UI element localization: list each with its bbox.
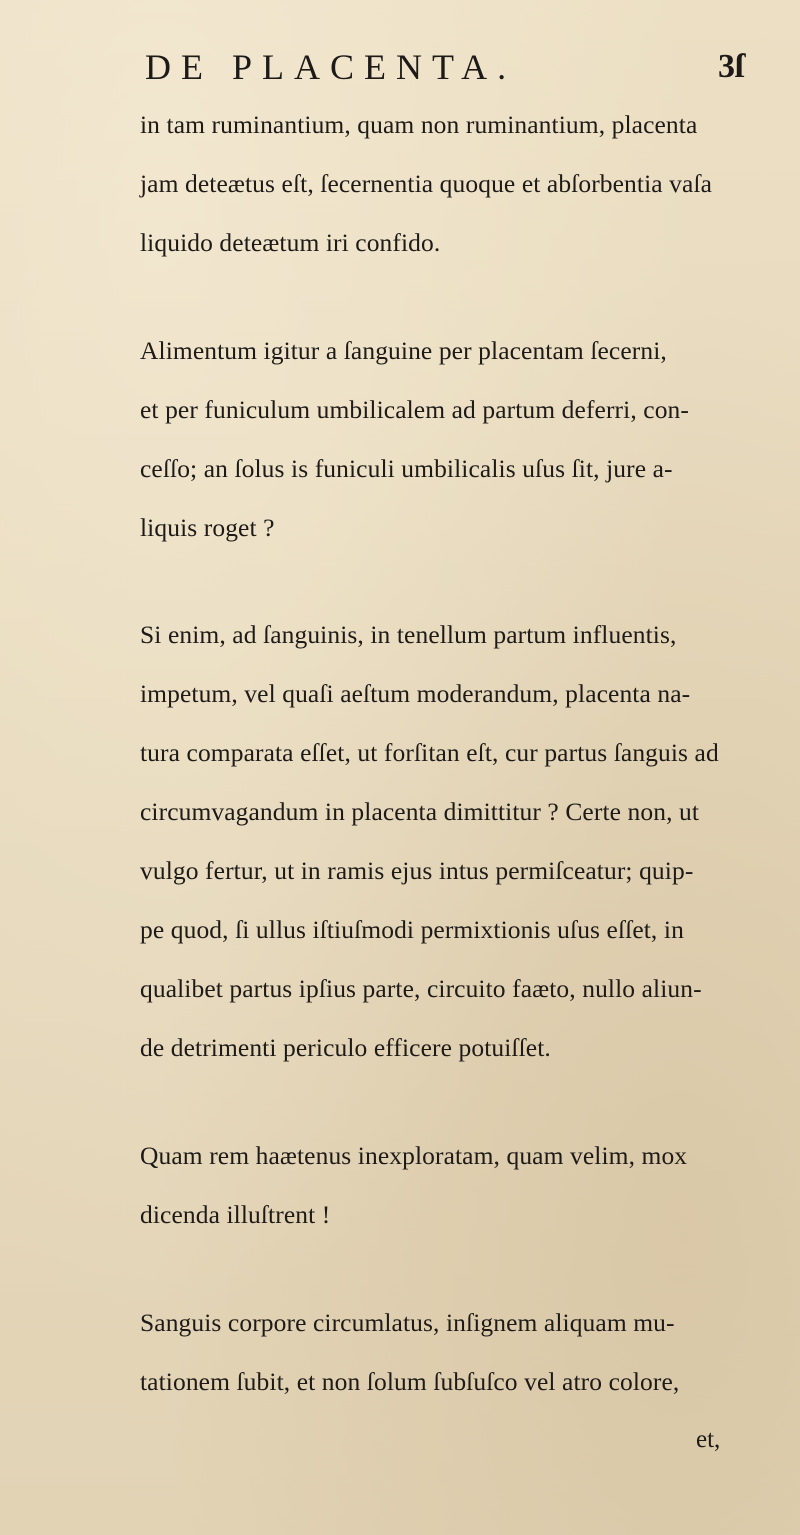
text-line: tura comparata eſſet, ut forſitan eſt, cur partus ſanguis ad (140, 738, 719, 767)
text-line: et per funiculum umbilicalem ad partum deferri, con- (140, 395, 689, 424)
text-line: de detrimenti periculo efficere potuiſſet. (140, 1033, 551, 1062)
text-line: ceſſo; an ſolus is funiculi umbilicalis uſus ſit, jure a- (140, 454, 673, 483)
text-line: Quam rem haætenus inexploratam, quam velim, mox (140, 1141, 688, 1170)
text-line: circumvagandum in placenta dimittitur ? Certe non, ut (140, 797, 700, 826)
text-line: pe quod, ſi ullus iſtiuſmodi permixtionis uſus eſſet, in (140, 915, 684, 944)
text-line: jam deteætus eſt, ſecernentia quoque et abſorbentia vaſa (140, 169, 713, 198)
text-line: qualibet partus ipſius parte, circuito faæto, nullo aliun- (140, 974, 702, 1003)
text-line: Si enim, ad ſanguinis, in tenellum partum influentis, (140, 620, 677, 649)
text-line: Alimentum igitur a ſanguine per placentam ſecerni, (140, 336, 667, 365)
text-line: dicenda illuſtrent ! (140, 1200, 331, 1229)
text-line: Sanguis corpore circumlatus, inſignem aliquam mu- (140, 1308, 675, 1337)
catchword: et, (696, 1426, 721, 1453)
running-title: DE PLACENTA. (145, 47, 517, 87)
text-line: liquido deteætum iri confido. (140, 228, 441, 257)
page-number: 3ſ (718, 48, 745, 85)
text-line: tationem ſubit, et non ſolum ſubſuſco vel atro colore, (140, 1367, 680, 1396)
page-header (0, 38, 800, 88)
text-line: impetum, vel quaſi aeſtum moderandum, placenta na- (140, 679, 691, 708)
text-line: vulgo fertur, ut in ramis ejus intus permiſceatur; quip- (140, 856, 694, 885)
text-line: liquis roget ? (140, 513, 275, 542)
text-line: in tam ruminantium, quam non ruminantium, placenta (140, 110, 698, 139)
